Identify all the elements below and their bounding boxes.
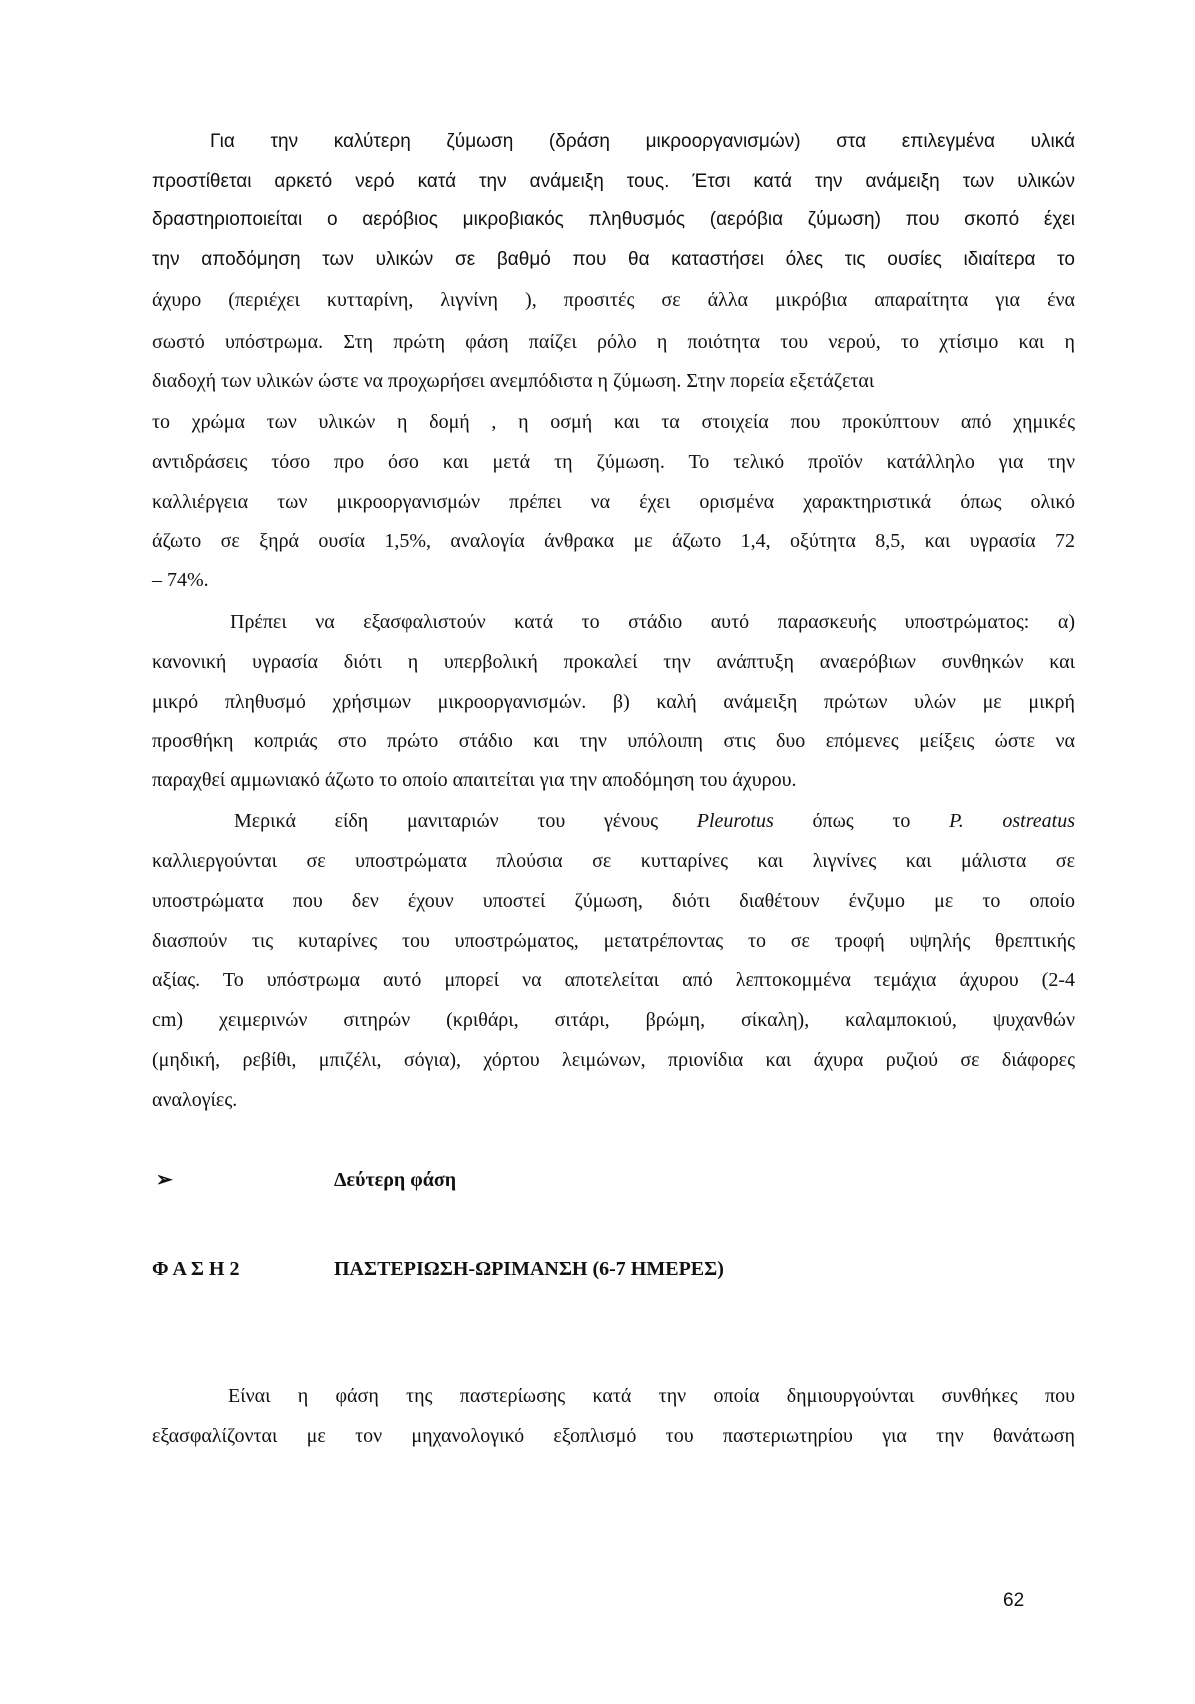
genus-name: Pleurotus <box>696 810 774 832</box>
text-line: την αποδόμηση των υλικών σε βαθμό που θα καταστήσει όλες τις ουσίες ιδιαίτερα το <box>152 249 1075 270</box>
text-line: το χρώμα των υλικών η δομή , η οσμή και τα στοιχεία που προκύπτουν από χημικές <box>152 411 1075 433</box>
text-line: Για την καλύτερη ζύμωση (δράση μικροοργανισμών) στα επιλεγμένα υλικά <box>210 131 1075 152</box>
text-line: αντιδράσεις τόσο προ όσο και μετά τη ζύμωση. Το τελικό προϊόν κατάλληλο για την <box>152 451 1075 473</box>
text-line: – 74%. <box>152 569 209 591</box>
text-line: διασπούν τις κυταρίνες του υποστρώματος, μετατρέποντας το σε τροφή υψηλής θρεπτικής <box>152 930 1075 952</box>
text-line: σωστό υπόστρωμα. Στη πρώτη φάση παίζει ρόλο η ποιότητα του νερού, το χτίσιμο και η <box>152 331 1075 353</box>
arrow-bullet-icon: ➢ <box>156 1169 173 1191</box>
text-line: αναλογίες. <box>152 1089 238 1111</box>
text-line: κανονική υγρασία διότι η υπερβολική προκαλεί την ανάπτυξη αναερόβιων συνθηκών και <box>152 651 1075 673</box>
text-line: Είναι η φάση της παστερίωσης κατά την οποία δημιουργούνται συνθήκες που <box>228 1385 1075 1407</box>
text-line: μικρό πληθυσμό χρήσιμων μικροοργανισμών. β) καλή ανάμειξη πρώτων υλών με μικρή <box>152 691 1075 713</box>
text-line <box>234 809 1075 833</box>
text-line: (μηδική, ρεβίθι, μπιζέλι, σόγια), χόρτου λειμώνων, πριονίδια και άχυρα ρυζιού σε διάφορες <box>152 1049 1075 1071</box>
text-line: cm) χειμερινών σιτηρών (κριθάρι, σιτάρι, βρώμη, σίκαλη), καλαμποκιού, ψυχανθών <box>152 1009 1075 1031</box>
text-line: προσθήκη κοπριάς στο πρώτο στάδιο και την υπόλοιπη στις δυο επόμενες μείξεις ώστε να <box>152 730 1075 752</box>
text-line: καλλιέργεια των μικροοργανισμών πρέπει να έχει ορισμένα χαρακτηριστικά όπως ολικό <box>152 491 1075 513</box>
page-number: 62 <box>1003 1590 1025 1611</box>
species-name: P. ostreatus <box>949 810 1075 832</box>
text-line: Πρέπει να εξασφαλιστούν κατά το στάδιο αυτό παρασκευής υποστρώματος: α) <box>230 611 1075 633</box>
section-title: Δεύτερη φάση <box>334 1169 457 1191</box>
text-line: άχυρο (περιέχει κυτταρίνη, λιγνίνη ), προσιτές σε άλλα μικρόβια απαραίτητα για ένα <box>152 289 1075 311</box>
text-line: παραχθεί αμμωνιακό άζωτο το οποίο απαιτείται για την αποδόμηση του άχυρου. <box>152 769 797 791</box>
phase-title: ΠΑΣΤΕΡΙΩΣΗ-ΩΡΙΜΑΝΣΗ (6-7 ΗΜΕΡΕΣ) <box>334 1258 724 1280</box>
text-line: προστίθεται αρκετό νερό κατά την ανάμειξη τους. Έτσι κατά την ανάμειξη των υλικών <box>152 171 1075 192</box>
text-line: διαδοχή των υλικών ώστε να προχωρήσει ανεμπόδιστα η ζύμωση. Στην πορεία εξετάζεται <box>152 370 875 392</box>
phase-label: Φ Α Σ Η 2 <box>152 1258 240 1280</box>
text-line: άζωτο σε ξηρά ουσία 1,5%, αναλογία άνθρακα με άζωτο 1,4, οξύτητα 8,5, και υγρασία 72 <box>152 530 1075 552</box>
text-line: εξασφαλίζονται με τον μηχανολογικό εξοπλισμό του παστεριωτηρίου για την θανάτωση <box>152 1425 1075 1447</box>
text-line: δραστηριοποιείται ο αερόβιος μικροβιακός πληθυσμός (αερόβια ζύμωση) που σκοπό έχει <box>152 209 1075 230</box>
text-span: Μερικά είδη μανιταριών του γένους <box>234 810 659 832</box>
text-line: καλλιεργούνται σε υποστρώματα πλούσια σε κυτταρίνες και λιγνίνες και μάλιστα σε <box>152 850 1075 872</box>
text-line: αξίας. Το υπόστρωμα αυτό μπορεί να αποτελείται από λεπτοκομμένα τεμάχια άχυρου (2-4 <box>152 969 1075 991</box>
text-span: όπως το <box>812 810 911 832</box>
text-line: υποστρώματα που δεν έχουν υποστεί ζύμωση, διότι διαθέτουν ένζυμο με το οποίο <box>152 890 1075 912</box>
